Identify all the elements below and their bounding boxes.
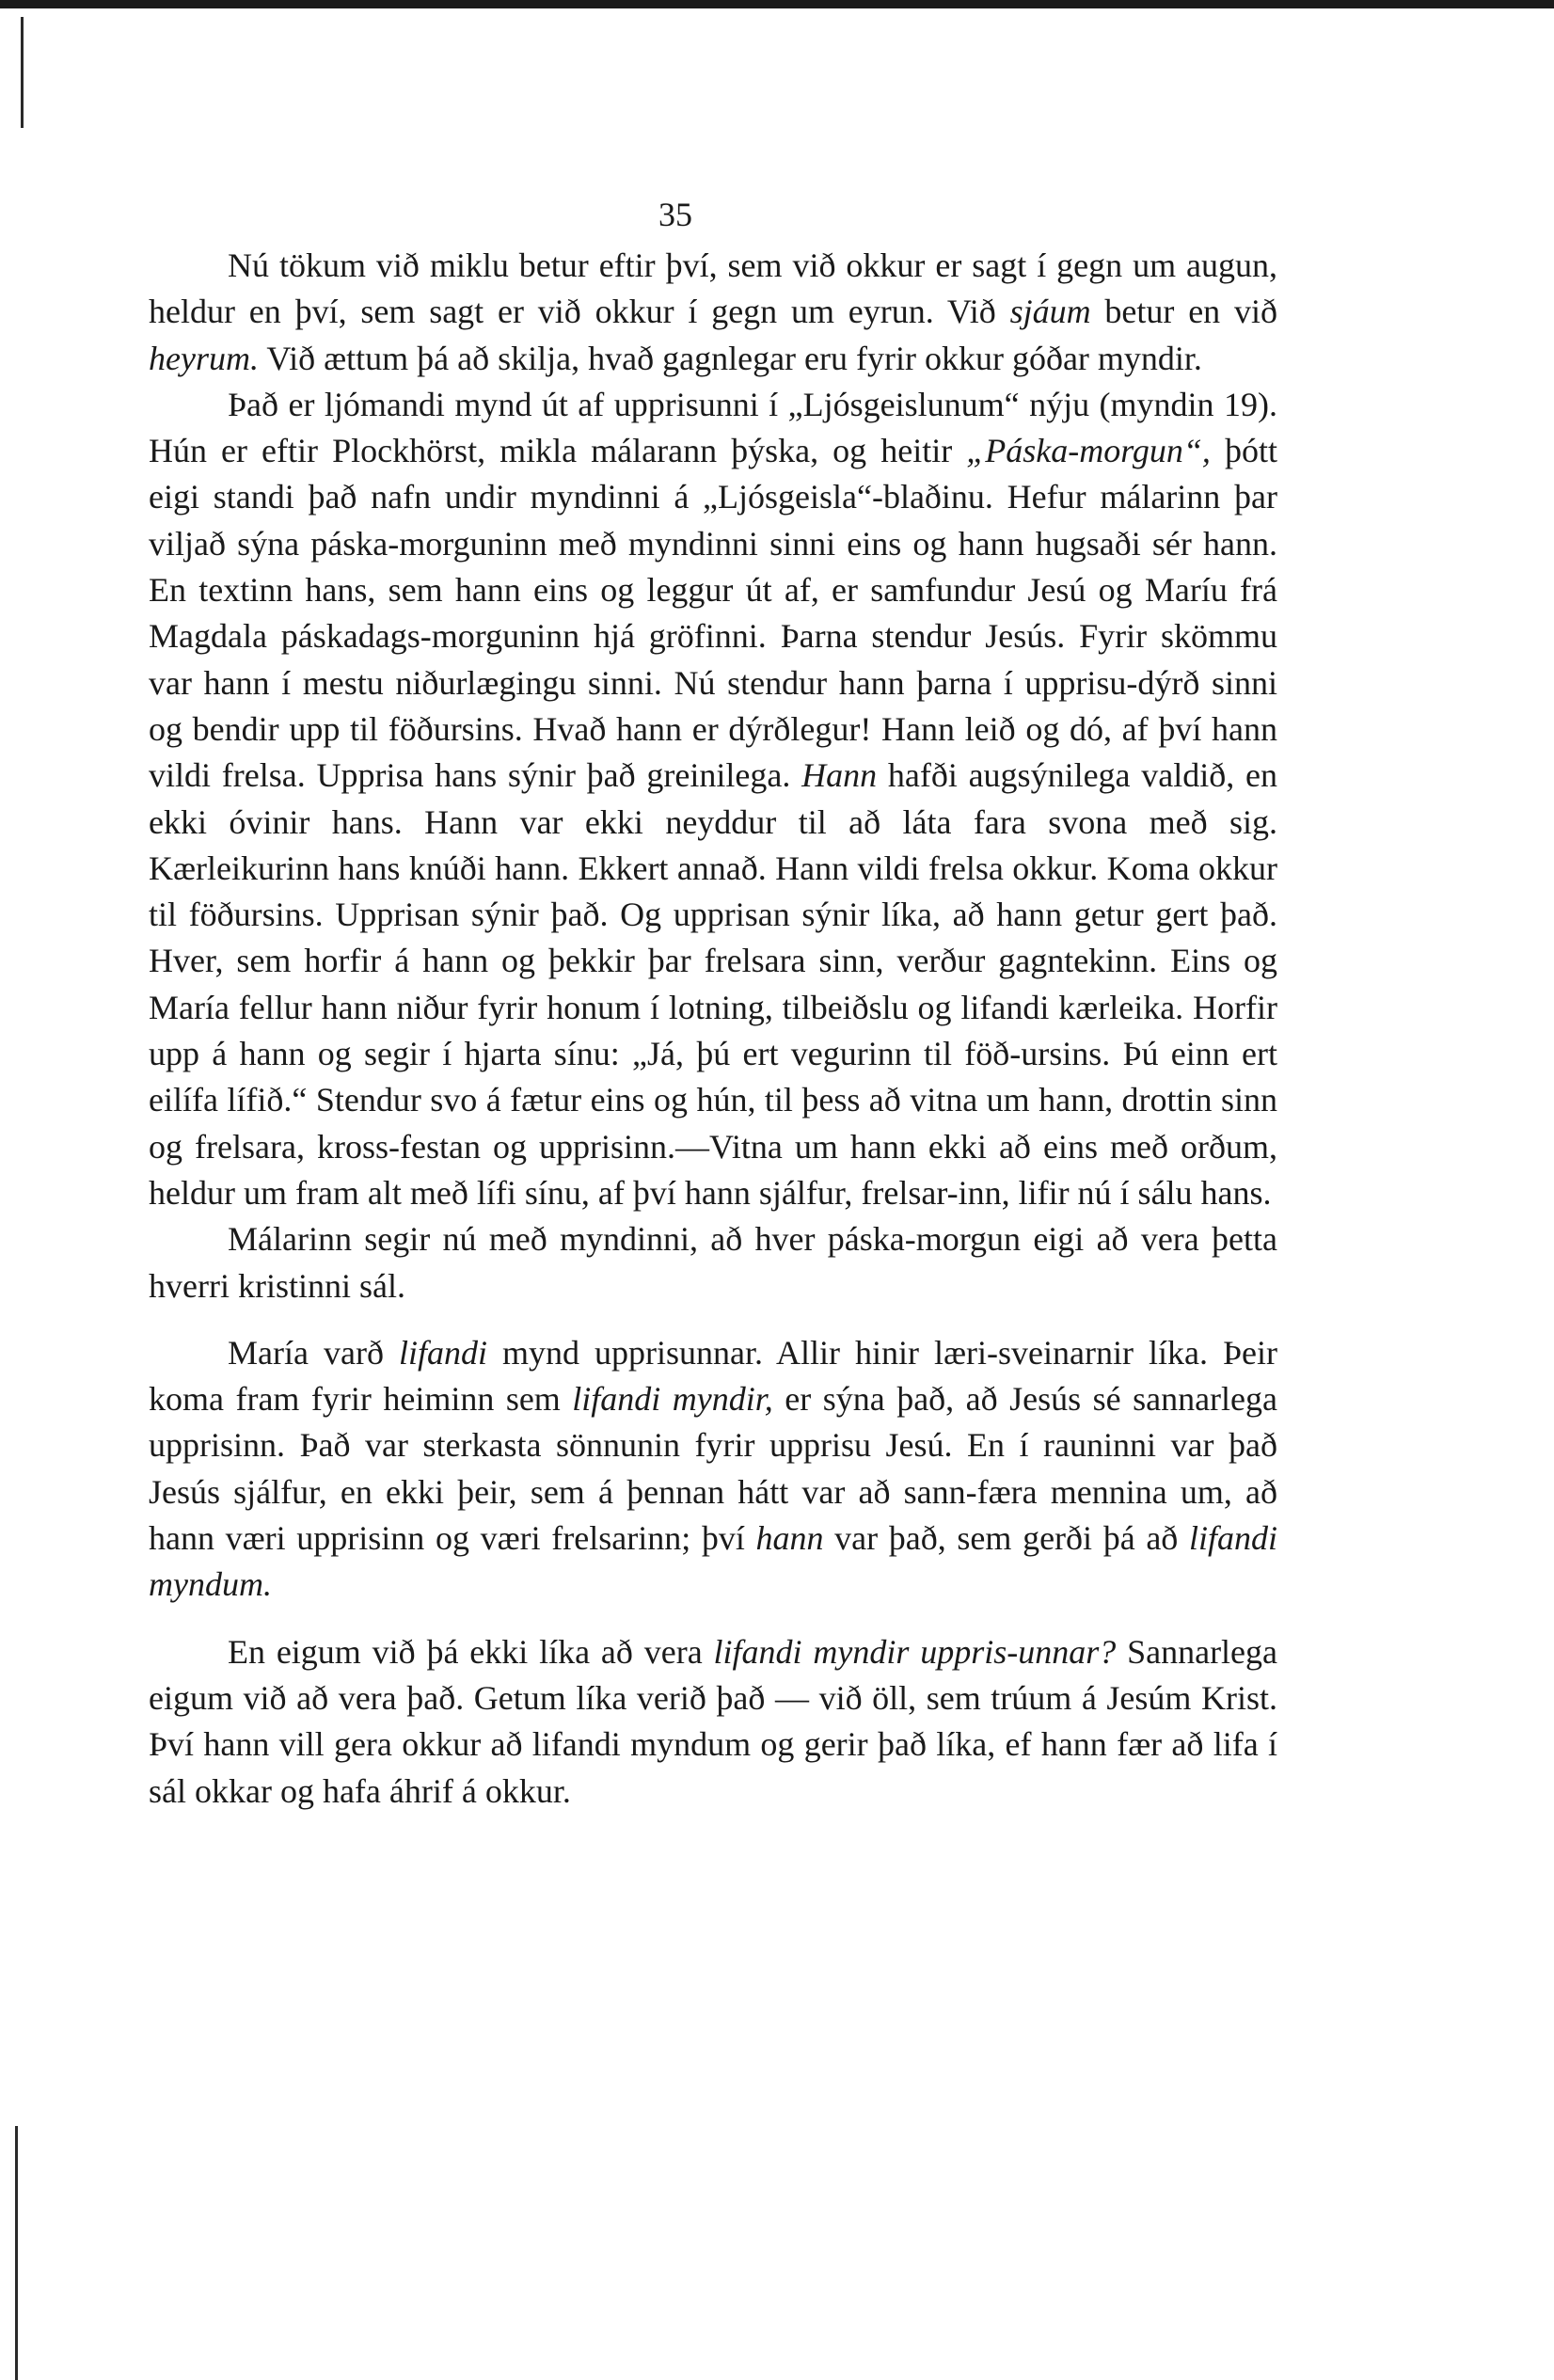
italic-text: „Páska-morgun“, xyxy=(966,432,1211,470)
text-run: Við ættum þá að skilja, hvað gagnlegar eru fyrir okkur góðar myndir. xyxy=(258,339,1202,377)
page-number: 35 xyxy=(658,196,692,233)
italic-text: lifandi myndir, xyxy=(572,1380,773,1419)
text-run: mynd upprisunnar. Allir hinir læri-sveinarnir líka. Þeir koma fram fyrir heiminn sem xyxy=(149,1333,1277,1419)
paragraph xyxy=(149,1629,1277,1815)
text-run: Það er ljómandi mynd út af upprisunni í „Ljósgeislunum“ nýju (myndin 19). Hún er eftir Plockhörst, mikla málarann þýska, og heitir xyxy=(149,385,1277,470)
text-run: Málarinn segir nú með myndinni, að hver páska-morgun eigi að vera þetta hverri kristinni sál. xyxy=(149,1220,1277,1305)
text-run: er sýna það, að Jesús sé sannarlega upprisinn. Það var sterkasta sönnunin fyrir upprisu Jesú. En í rauninni var það Jesús sjálfur, en ekki þeir, sem á þennan hátt var að sann-færa mennina um, að hann væri upprisinn og væri frelsarinn; því xyxy=(149,1380,1277,1558)
text-run: Sannarlega eigum við að vera það. Getum líka verið það — við öll, sem trúum á Jesúm Krist. Því hann vill gera okkur að lifandi myndum og gerir það líka, ef hann fær að lifa í sál okkar og hafa áhrif á okkur. xyxy=(149,1632,1278,1810)
page-top-edge xyxy=(0,0,1554,8)
paragraph xyxy=(149,1330,1277,1609)
italic-text: sjáum xyxy=(1009,293,1091,331)
text-run: hafði augsýnilega valdið, en ekki óvinir hans. Hann var ekki neyddur til að láta fara svona með sig. Kærleikurinn hans knúði hann. Ekkert annað. Hann vildi frelsa okkur. Koma okkur til föðursins. Upprisan sýnir það. Og upprisan sýnir líka, að hann getur gert það. Hver, sem horfir á hann og þekkir þar frelsara sinn, verður gagntekinn. Eins og María fellur hann niður fyrir honum í lotning, tilbeiðslu og lifandi kærleika. Horfir upp á hann og segir í hjarta sínu: „Já, þú ert vegurinn til föð-ursins. Þú einn ert eilífa lífið.“ Stendur svo á fætur eins og hún, til þess að vitna um hann, drottin sinn og frelsara, kross-festan og upprisinn.—Vitna um hann ekki að eins með orðum, heldur um fram alt með lífi sínu, af því hann sjálfur, frelsar-inn, lifir nú í sálu hans. xyxy=(149,756,1277,1212)
text-run: Nú tökum við miklu betur eftir því, sem við okkur er sagt í gegn um augun, heldur en því, sem sagt er við okkur í gegn um eyrun. Við xyxy=(149,246,1277,331)
paragraph xyxy=(149,243,1277,382)
text-run: En eigum við þá ekki líka að vera xyxy=(228,1632,714,1671)
text-run: þótt eigi standi það nafn undir myndinni á „Ljósgeisla“-blaðinu. Hefur málarinn þar viljað sýna páska-morguninn með myndinni sinni eins og hann hugsaði sér hann. En textinn hans, sem hann eins og leggur út af, er samfundur Jesú og Maríu frá Magdala páskadags-morguninn hjá gröfinni. Þarna stendur Jesús. Fyrir skömmu var hann í mestu niðurlægingu sinni. Nú stendur hann þarna í upprisu-dýrð sinni og bendir upp til föðursins. Hvað hann er dýrðlegur! Hann leið og dó, af því hann vildi frelsa. Upprisa hans sýnir það greinilega. xyxy=(149,432,1277,795)
italic-text: lifandi myndum. xyxy=(149,1519,1277,1604)
text-run: María varð xyxy=(228,1333,399,1372)
italic-text: lifandi xyxy=(398,1333,487,1372)
text-run: var það, sem gerði þá að xyxy=(823,1519,1189,1558)
text-run: betur en við xyxy=(1090,293,1277,331)
page-binding-edge-bottom xyxy=(15,2126,18,2380)
italic-text: Hann xyxy=(801,756,878,795)
italic-text: hann xyxy=(755,1519,824,1558)
italic-text: heyrum. xyxy=(149,339,259,377)
italic-text: lifandi myndir uppris-unnar? xyxy=(713,1632,1117,1671)
paragraph xyxy=(149,1216,1277,1309)
paragraph xyxy=(149,382,1277,1216)
page-binding-edge-top xyxy=(21,17,24,128)
page-body xyxy=(149,243,1277,1815)
